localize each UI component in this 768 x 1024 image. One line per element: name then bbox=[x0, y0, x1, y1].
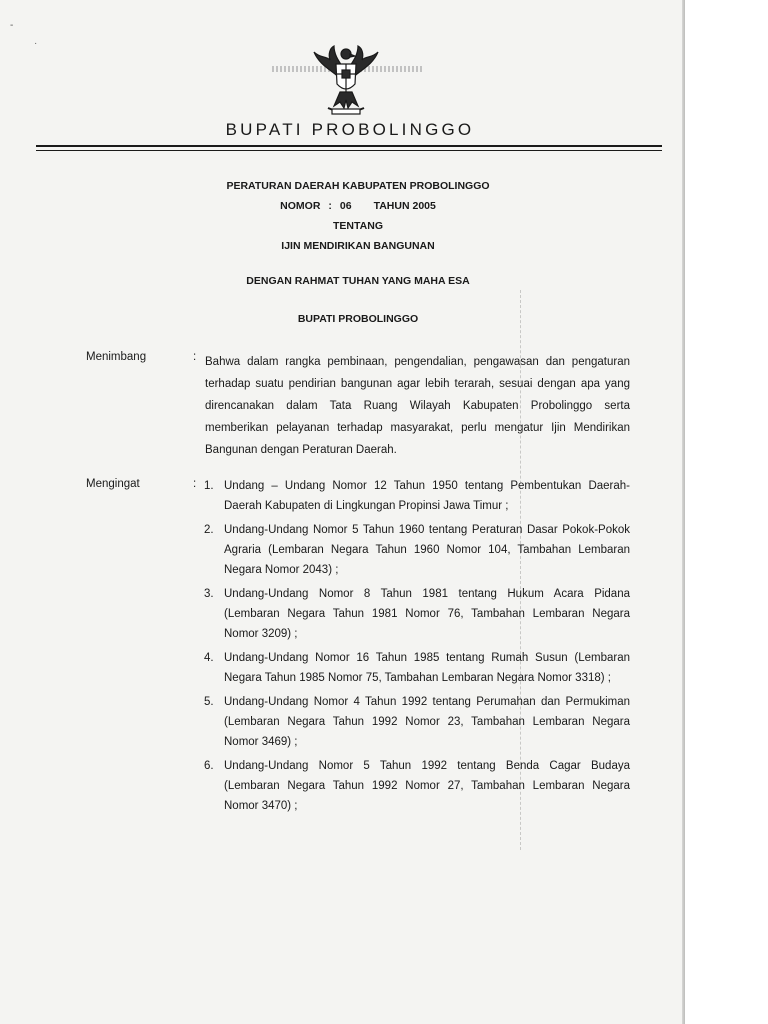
regulation-number-line bbox=[158, 196, 558, 216]
tentang-label: TENTANG bbox=[333, 220, 383, 232]
list-item-text: Undang-Undang Nomor 4 Tahun 1992 tentang Perumahan dan Permukiman (Lembaran Negara Tahun 1992 Nomor 23, Tambahan Lembaran Negara Nomor 3469) ; bbox=[224, 696, 630, 748]
letterhead-title: BUPATI PROBOLINGGO bbox=[225, 120, 475, 139]
list-item bbox=[200, 756, 630, 816]
list-item-number: 6. bbox=[204, 760, 214, 772]
list-item bbox=[200, 476, 630, 516]
list-item-text: Undang-Undang Nomor 16 Tahun 1985 tentang Rumah Susun (Lembaran Negara Tahun 1985 Nomor 75, Tambahan Lembaran Negara Nomor 3318) ; bbox=[224, 652, 630, 684]
list-item-number: 1. bbox=[204, 480, 214, 492]
scan-speck: · bbox=[34, 38, 38, 49]
regulation-line: PERATURAN DAERAH KABUPATEN PROBOLINGGO bbox=[226, 180, 490, 192]
mengingat-list bbox=[200, 476, 630, 820]
list-item-number: 3. bbox=[204, 588, 214, 600]
letterhead-rule bbox=[36, 150, 662, 151]
regulation-year: TAHUN 2005 bbox=[373, 200, 436, 212]
mengingat-colon: : bbox=[193, 478, 197, 490]
regulation-title-block bbox=[158, 176, 558, 256]
scan-edge bbox=[682, 0, 685, 1024]
list-item-text: Undang – Undang Nomor 12 Tahun 1950 tentang Pembentukan Daerah-Daerah Kabupaten di Lingkungan Propinsi Jawa Timur ; bbox=[224, 480, 630, 512]
regulation-subject: IJIN MENDIRIKAN BANGUNAN bbox=[281, 240, 435, 252]
menimbang-text: Bahwa dalam rangka pembinaan, pengendalian, pengawasan dan pengaturan terhadap suatu pendirian bangunan agar lebih terarah, sesuai dengan apa yang direncanakan dalam Tata Ruang Wilayah Kabupaten Probolinggo serta memberikan pelayanan terhadap masyarakat, perlu mengatur Ijin Mendirikan Bangunan dengan Peraturan Daerah. bbox=[205, 356, 630, 456]
menimbang-label: Menimbang bbox=[86, 351, 147, 363]
nomor-value: 06 bbox=[339, 200, 352, 212]
scan-speck: - bbox=[10, 20, 14, 31]
list-item bbox=[200, 584, 630, 644]
list-item-text: Undang-Undang Nomor 5 Tahun 1960 tentang Peraturan Dasar Pokok-Pokok Agraria (Lembaran Negara Tahun 1960 Nomor 104, Tambahan Lembaran Negara Nomor 2043) ; bbox=[224, 524, 630, 576]
menimbang-colon: : bbox=[193, 351, 197, 363]
list-item-text: Undang-Undang Nomor 5 Tahun 1992 tentang Benda Cagar Budaya (Lembaran Negara Tahun 1992 Nomor 27, Tambahan Lembaran Negara Nomor 3470) ; bbox=[224, 760, 630, 812]
letterhead-rule bbox=[36, 145, 662, 147]
list-item bbox=[200, 520, 630, 580]
preamble: DENGAN RAHMAT TUHAN YANG MAHA ESA bbox=[246, 275, 470, 287]
list-item-number: 2. bbox=[204, 524, 214, 536]
garuda-emblem-icon bbox=[306, 40, 386, 118]
mengingat-label: Mengingat bbox=[86, 478, 140, 490]
list-item-text: Undang-Undang Nomor 8 Tahun 1981 tentang Hukum Acara Pidana (Lembaran Negara Tahun 1981 Nomor 76, Tambahan Lembaran Negara Nomor 3209) ; bbox=[224, 588, 630, 640]
nomor-separator: : bbox=[328, 200, 332, 212]
nomor-label: NOMOR bbox=[280, 200, 321, 212]
list-item-number: 4. bbox=[204, 652, 214, 664]
list-item bbox=[200, 648, 630, 688]
issuer-heading: BUPATI PROBOLINGGO bbox=[297, 313, 419, 325]
list-item bbox=[200, 692, 630, 752]
list-item-number: 5. bbox=[204, 696, 214, 708]
